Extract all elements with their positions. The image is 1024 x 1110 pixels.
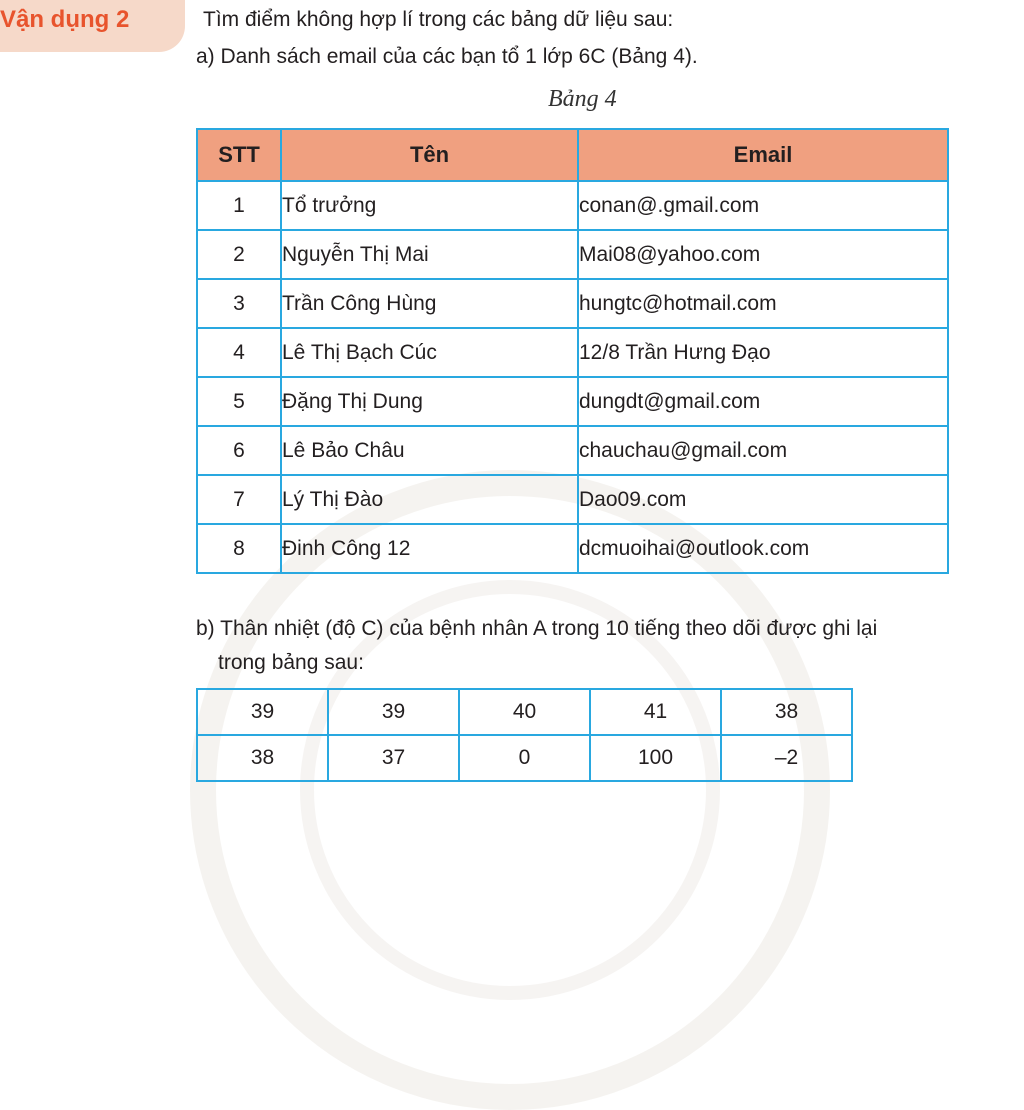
name-cell: Lê Thị Bạch Cúc bbox=[281, 328, 578, 377]
name-cell: Nguyễn Thị Mai bbox=[281, 230, 578, 279]
table-caption: Bảng 4 bbox=[548, 86, 617, 112]
stt-cell: 2 bbox=[197, 230, 281, 279]
email-cell: Dao09.com bbox=[578, 475, 948, 524]
part-b-line2: trong bảng sau: bbox=[218, 651, 364, 674]
table-row bbox=[197, 230, 948, 279]
table-row bbox=[197, 524, 948, 573]
temperature-cell: 38 bbox=[197, 735, 328, 781]
table-row bbox=[197, 475, 948, 524]
stt-cell: 6 bbox=[197, 426, 281, 475]
exercise-intro: Tìm điểm không hợp lí trong các bảng dữ liệu sau: bbox=[203, 8, 674, 31]
stt-cell: 1 bbox=[197, 181, 281, 230]
email-cell: dcmuoihai@outlook.com bbox=[578, 524, 948, 573]
email-cell: hungtc@hotmail.com bbox=[578, 279, 948, 328]
email-cell: Mai08@yahoo.com bbox=[578, 230, 948, 279]
section-badge-label: Vận dụng 2 bbox=[0, 6, 130, 33]
stt-cell: 5 bbox=[197, 377, 281, 426]
table-row bbox=[197, 735, 852, 781]
temperature-cell: 38 bbox=[721, 689, 852, 735]
part-a-prompt: a) Danh sách email của các bạn tổ 1 lớp 6C (Bảng 4). bbox=[196, 45, 698, 68]
name-cell: Tổ trưởng bbox=[281, 181, 578, 230]
stt-cell: 8 bbox=[197, 524, 281, 573]
table-row bbox=[197, 426, 948, 475]
email-cell: conan@.gmail.com bbox=[578, 181, 948, 230]
temperature-cell: –2 bbox=[721, 735, 852, 781]
temperature-cell: 40 bbox=[459, 689, 590, 735]
table-row bbox=[197, 279, 948, 328]
temperature-cell: 39 bbox=[328, 689, 459, 735]
stt-cell: 3 bbox=[197, 279, 281, 328]
temperature-cell: 100 bbox=[590, 735, 721, 781]
temperature-cell: 0 bbox=[459, 735, 590, 781]
name-cell: Đinh Công 12 bbox=[281, 524, 578, 573]
temperature-table bbox=[196, 688, 853, 782]
name-cell: Lý Thị Đào bbox=[281, 475, 578, 524]
header-email: Email bbox=[578, 129, 948, 181]
email-table bbox=[196, 128, 949, 574]
name-cell: Lê Bảo Châu bbox=[281, 426, 578, 475]
stt-cell: 4 bbox=[197, 328, 281, 377]
temperature-cell: 41 bbox=[590, 689, 721, 735]
email-cell: dungdt@gmail.com bbox=[578, 377, 948, 426]
email-cell: 12/8 Trần Hưng Đạo bbox=[578, 328, 948, 377]
part-b-line1: b) Thân nhiệt (độ C) của bệnh nhân A trong 10 tiếng theo dõi được ghi lại bbox=[196, 617, 878, 640]
header-name: Tên bbox=[281, 129, 578, 181]
name-cell: Đặng Thị Dung bbox=[281, 377, 578, 426]
table-row bbox=[197, 181, 948, 230]
name-cell: Trần Công Hùng bbox=[281, 279, 578, 328]
temperature-cell: 37 bbox=[328, 735, 459, 781]
table-row bbox=[197, 328, 948, 377]
part-b-prompt bbox=[196, 612, 877, 680]
header-stt: STT bbox=[197, 129, 281, 181]
stt-cell: 7 bbox=[197, 475, 281, 524]
temperature-cell: 39 bbox=[197, 689, 328, 735]
table-row bbox=[197, 377, 948, 426]
email-cell: chauchau@gmail.com bbox=[578, 426, 948, 475]
email-table-header-row bbox=[197, 129, 948, 181]
table-row bbox=[197, 689, 852, 735]
